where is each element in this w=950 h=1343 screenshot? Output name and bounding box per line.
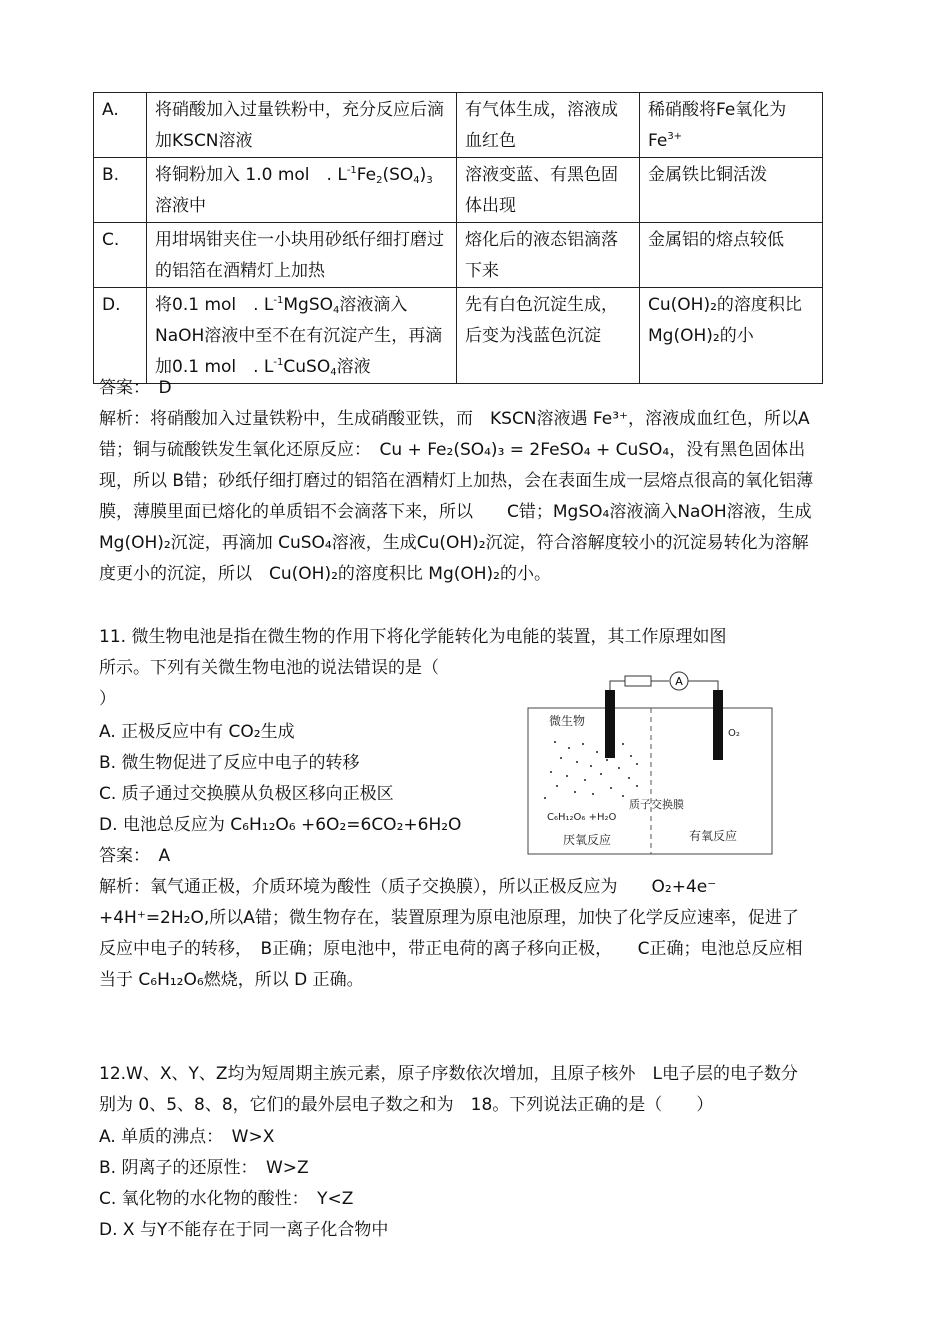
q11-option-a: A. 正极反应中有 CO₂生成: [99, 722, 295, 742]
table-row: [94, 158, 823, 223]
q12-option-a: A. 单质的沸点： W>X: [99, 1127, 275, 1147]
q12-option-c: C. 氧化物的水化物的酸性： Y<Z: [99, 1189, 354, 1209]
q12-option-b: B. 阴离子的还原性： W>Z: [99, 1158, 309, 1178]
operation-cell: 将硝酸加入过量铁粉中，充分反应后滴加KSCN溶液: [147, 93, 457, 158]
q11-answer: 答案： A: [99, 846, 171, 866]
q11-analysis: 解析：氧气通正极，介质环境为酸性（质子交换膜），所以正极反应为 O₂+4e⁻ +4H⁺=2H₂O,所以A错；微生物存在，装置原理为原电池原理，加快了化学反应速率，促进了反应中电子的转移， B正确；原电池中，带正电荷的离子移向正极， C正确；电池总反应相当于 C₆H₁₂O₆燃烧，所以 D 正确。: [99, 877, 803, 990]
q11-option-d: D. 电池总反应为 C₆H₁₂O₆ +6O₂=6CO₂+6H₂O: [99, 815, 462, 835]
q10-answer: 答案： D: [99, 378, 172, 398]
aerobic-zone-label: 有氧反应: [689, 829, 738, 843]
phenomenon-cell: 先有白色沉淀生成，后变为浅蓝色沉淀: [457, 288, 640, 384]
conclusion-cell: 金属铝的熔点较低: [640, 223, 823, 288]
resistor: [625, 676, 651, 686]
experiment-table: [93, 92, 823, 384]
q11-option-b: B. 微生物促进了反应中电子的转移: [99, 753, 360, 773]
conclusion-cell: Cu(OH)₂的溶度积比Mg(OH)₂的小: [640, 288, 823, 384]
table-row: [94, 288, 823, 384]
q10-analysis: 解析：将硝酸加入过量铁粉中，生成硝酸亚铁，而 KSCN溶液遇 Fe³⁺，溶液成血红色，所以A错；铜与硫酸铁发生氧化还原反应： Cu + Fe₂(SO₄)₃ = 2FeSO₄ + CuSO₄，没有黑色固体出现，所以 B错；砂纸仔细打磨过的铝箔在酒精灯上加热，会在表面生成一层熔点很高的氧化铝薄膜，薄膜里面已熔化的单质铝不会滴落下来，所以 C错；MgSO₄溶液滴入NaOH溶液，生成 Mg(OH)₂沉淀，再滴加 CuSO₄溶液，生成Cu(OH)₂沉淀，符合溶解度较小的沉淀易转化为溶解度更小的沉淀，所以 Cu(OH)₂的溶度积比 Mg(OH)₂的小。: [99, 409, 814, 584]
membrane-label: 质子交换膜: [629, 798, 684, 811]
q11-stem-line2: 所示。下列有关微生物电池的说法错误的是（: [99, 658, 439, 678]
row-label: A.: [94, 93, 147, 158]
operation-cell: 将铜粉加入 1.0 mol . $L^{-1}Fe_2(SO_4)_3$溶液中: [147, 158, 457, 223]
q12-stem: 12.W、X、Y、Z均为短周期主族元素，原子序数依次增加，且原子核外 L电子层的电子数分别为 0、5、8、8，它们的最外层电子数之和为 18。下列说法正确的是（ ）: [99, 1064, 798, 1115]
row-label: C.: [94, 223, 147, 288]
phenomenon-cell: 有气体生成，溶液成血红色: [457, 93, 640, 158]
row-label: D.: [94, 288, 147, 384]
ammeter-label: A: [675, 675, 683, 688]
microbe-dots: [544, 741, 638, 799]
wire-right: [688, 681, 718, 690]
conclusion-cell: 稀硝酸将Fe氧化为$Fe^{3+}$: [640, 93, 823, 158]
q11-option-c: C. 质子通过交换膜从负极区移向正极区: [99, 784, 394, 804]
anaerobic-zone-label: 厌氧反应: [563, 833, 612, 847]
oxygen-label: O₂: [728, 728, 740, 739]
phenomenon-cell: 溶液变蓝、有黑色固体出现: [457, 158, 640, 223]
table-row: [94, 93, 823, 158]
anode-electrode: [605, 690, 615, 758]
reactant-label: C₆H₁₂O₆ +H₂O: [547, 812, 617, 823]
row-label: B.: [94, 158, 147, 223]
operation-cell: 用坩埚钳夹住一小块用砂纸仔细打磨过的铝箔在酒精灯上加热: [147, 223, 457, 288]
operation-cell: 将0.1 mol . $L^{-1}MgSO_4$溶液滴入 NaOH溶液中至不在有沉淀产生，再滴加0.1 mol . $L^{-1}CuSO_4$溶液: [147, 288, 457, 384]
q11-stem-line3: ）: [99, 689, 116, 709]
q11-stem-line1: 11. 微生物电池是指在微生物的作用下将化学能转化为电能的装置，其工作原理如图: [99, 627, 727, 647]
phenomenon-cell: 熔化后的液态铝滴落下来: [457, 223, 640, 288]
cathode-electrode: [713, 690, 723, 760]
conclusion-cell: 金属铁比铜活泼: [640, 158, 823, 223]
q12-option-d: D. X 与Y不能存在于同一离子化合物中: [99, 1220, 389, 1240]
table-row: [94, 223, 823, 288]
wire-left: [610, 681, 625, 690]
microbial-cell-diagram: [525, 660, 775, 856]
microbe-label: 微生物: [549, 714, 586, 728]
